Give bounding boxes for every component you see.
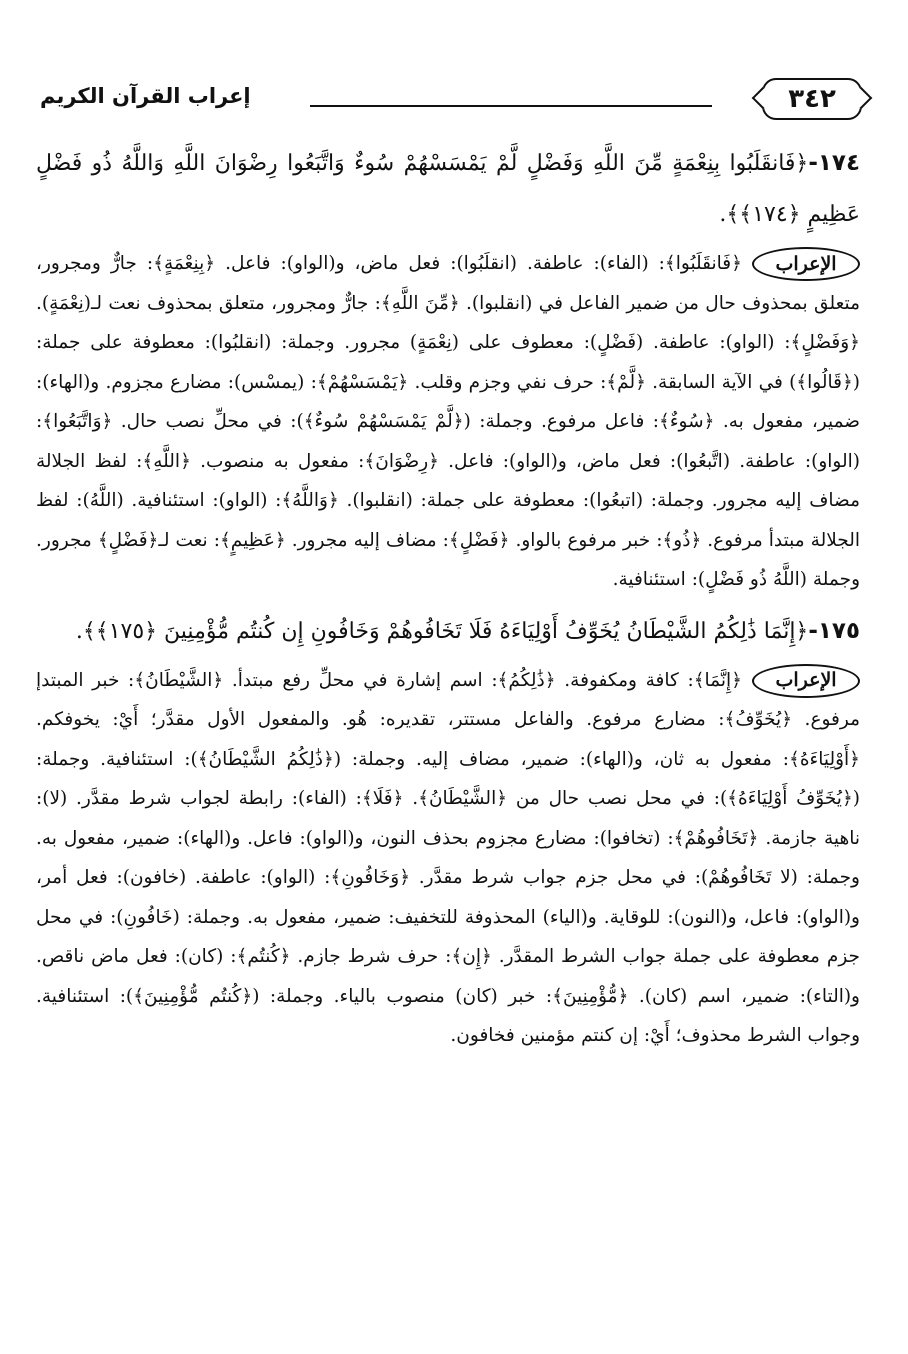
irab-label-badge: الإعراب [752, 664, 860, 698]
page-content [36, 138, 860, 1062]
irab-text: ﴿إِنَّمَا﴾: كافة ومكفوفة. ﴿ذَٰلِكُمُ﴾: اسم إشارة في محلِّ رفع مبتدأ. ﴿الشَّيْطَانُ﴾: خبر المبتدإ مرفوع. ﴿يُخَوِّفُ﴾: مضارع مرفوع. والفاعل مستتر، تقديره: هُو. والمفعول الأول مقدَّر؛ أَيْ: يخوفكم. ﴿أَوْلِيَاءَهُ﴾: مفعول به ثان، و(الهاء): ضمير، مضاف إليه. وجملة: (﴿ذَٰلِكُمُ الشَّيْطَانُ﴾): استئنافية. وجملة: (﴿يُخَوِّفُ أَوْلِيَاءَهُ﴾): في محل نصب حال من ﴿الشَّيْطَانُ﴾. ﴿فَلَا﴾: (الفاء): رابطة لجواب شرط مقدَّر. (لا): ناهية جازمة. ﴿تَخَافُوهُمْ﴾: (تخافوا): مضارع مجزوم بحذف النون، و(الواو): فاعل. و(الهاء): ضمير، مفعول به. وجملة: (لا تَخَافُوهُمْ): في محل جزم جواب شرط مقدَّر. ﴿وَخَافُونِ﴾: (الواو): عاطفة. (خافون): فعل أمر، و(الواو): فاعل، و(النون): للوقاية. و(الياء) المحذوفة للتخفيف: ضمير، مفعول به. وجملة: (خَافُونِ): في محل جزم معطوفة على جملة جواب الشرط المقدَّر. ﴿إِن﴾: حرف شرط جازم. ﴿كُنتُم﴾: (كان): فعل ماض ناقص. و(التاء): ضمير، اسم (كان). ﴿مُّؤْمِنِينَ﴾: خبر (كان) منصوب بالياء. وجملة: (﴿كُنتُم مُّؤْمِنِينَ﴾): استئنافية. وجواب الشرط محذوف؛ أَيْ: إن كنتم مؤمنين فخافون. [36, 669, 860, 1046]
book-title: إعراب القرآن الكريم [40, 84, 251, 108]
header-rule [310, 105, 712, 107]
irab-section-174 [36, 244, 860, 600]
verse-175 [36, 606, 860, 657]
page-header [40, 72, 862, 124]
irab-label-badge: الإعراب [752, 247, 860, 281]
verse-number: ١٧٤- [808, 150, 860, 176]
page-number: ٣٤٢ [762, 78, 862, 120]
verse-text: ﴿إِنَّمَا ذَٰلِكُمُ الشَّيْطَانُ يُخَوِّفُ أَوْلِيَاءَهُ فَلَا تَخَافُوهُمْ وَخَافُونِ إِن كُنتُم مُّؤْمِنِينَ ﴿١٧٥﴾﴾. [75, 618, 809, 644]
verse-number: ١٧٥- [808, 617, 860, 644]
irab-section-175 [36, 661, 860, 1056]
verse-174 [36, 138, 860, 240]
verse-text: ﴿فَانقَلَبُوا بِنِعْمَةٍ مِّنَ اللَّهِ وَفَضْلٍ لَّمْ يَمْسَسْهُمْ سُوءٌ وَاتَّبَعُوا رِضْوَانَ اللَّهِ وَاللَّهُ ذُو فَضْلٍ عَظِيمٍ ﴿١٧٤﴾﴾. [36, 151, 860, 227]
irab-text: ﴿فَانقَلَبُوا﴾: (الفاء): عاطفة. (انقلَبُوا): فعل ماض، و(الواو): فاعل. ﴿بِنِعْمَةٍ﴾: جارٌّ ومجرور، متعلق بمحذوف حال من ضمير الفاعل في (انقلبوا). ﴿مِّنَ اللَّهِ﴾: جارٌّ ومجرور، متعلق بمحذوف نعت لـ(نِعْمَةٍ). ﴿وَفَضْلٍ﴾: (الواو): عاطفة. (فَضْلٍ): معطوف على (نِعْمَةٍ) مجرور. وجملة: (انقلبُوا): معطوفة على جملة: (﴿قَالُوا﴾) في الآية السابقة. ﴿لَّمْ﴾: حرف نفي وجزم وقلب. ﴿يَمْسَسْهُمْ﴾: (يمسْس): مضارع مجزوم. و(الهاء): ضمير، مفعول به. ﴿سُوءٌ﴾: فاعل مرفوع. وجملة: (﴿لَّمْ يَمْسَسْهُمْ سُوءٌ﴾): في محلِّ نصب حال. ﴿وَاتَّبَعُوا﴾: (الواو): عاطفة. (اتَّبعُوا): فعل ماض، و(الواو): فاعل. ﴿رِضْوَانَ﴾: مفعول به منصوب. ﴿اللَّهِ﴾: لفظ الجلالة مضاف إليه مجرور. وجملة: (اتبعُوا): معطوفة على جملة: (انقلبوا). ﴿وَاللَّهُ﴾: (الواو): استئنافية. (اللَّهُ): لفظ الجلالة مبتدأ مرفوع. ﴿ذُو﴾: خبر مرفوع بالواو. ﴿فَضْلٍ﴾: مضاف إليه مجرور. ﴿عَظِيمٍ﴾: نعت لـ﴿فَضْلٍ﴾ مجرور. وجملة (اللَّهُ ذُو فَضْلٍ): استئنافية. [36, 253, 860, 590]
